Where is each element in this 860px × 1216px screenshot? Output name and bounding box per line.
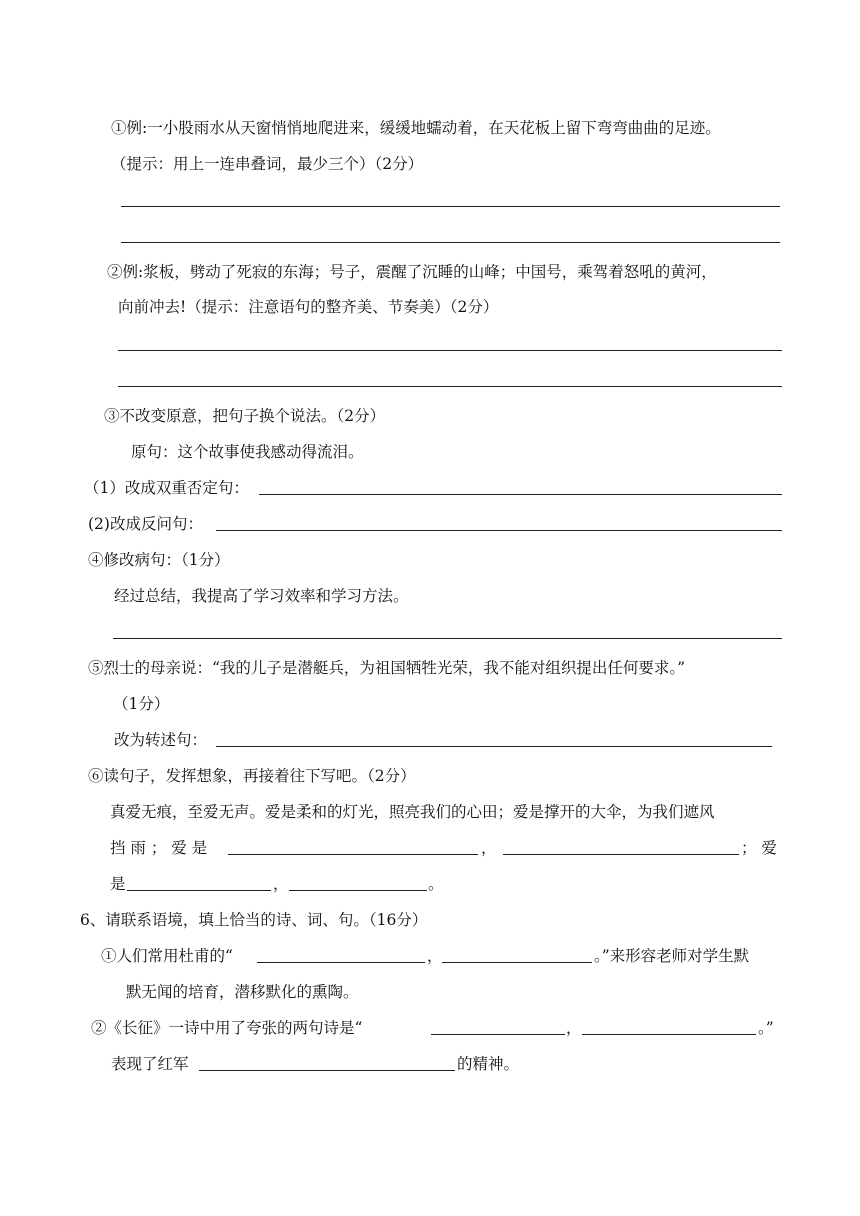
- q6-title: ⑥读句子，发挥想象，再接着往下写吧。（2分）: [88, 767, 416, 785]
- section6-item2-cont-end: 的精神。: [457, 1055, 520, 1073]
- poem-blank-4[interactable]: [582, 1034, 756, 1035]
- q1-example: ①例:一小股雨水从天窗悄悄地爬进来，缓缓地蠕动着，在天花板上留下弯弯曲曲的足迹。: [111, 119, 721, 137]
- answer-line[interactable]: [118, 350, 782, 351]
- q3-part2-label: (2)改成反问句：: [88, 515, 203, 533]
- answer-line[interactable]: [121, 242, 780, 243]
- q2-example: ②例:浆板，劈动了死寂的东海；号子，震醒了沉睡的山峰；中国号，乘驾着怒吼的黄河，: [107, 263, 717, 281]
- q6-line3-start: 是: [110, 875, 126, 893]
- q5-score: （1分）: [113, 695, 170, 713]
- answer-line[interactable]: [121, 206, 780, 207]
- poem-blank-3[interactable]: [431, 1034, 565, 1035]
- section6-item1-comma: ，: [427, 947, 443, 965]
- section6-item2-cont-start: 表现了红军: [111, 1055, 189, 1073]
- q1-hint: （提示：用上一连串叠词，最少三个）（2分）: [111, 155, 424, 173]
- q5-label: 改为转述句：: [114, 731, 208, 749]
- answer-line[interactable]: [118, 386, 782, 387]
- q3-part1-label: （1）改成双重否定句：: [84, 479, 249, 497]
- rhetorical-question-answer-line[interactable]: [216, 530, 782, 531]
- section6-item1-start: ①人们常用杜甫的“: [101, 947, 233, 965]
- q6-line2-start: 挡 雨 ； 爱 是: [110, 839, 208, 857]
- poem-blank-2[interactable]: [442, 962, 592, 963]
- answer-line[interactable]: [113, 638, 782, 639]
- double-negative-answer-line[interactable]: [259, 494, 782, 495]
- q6-semicolon-ai: ； 爱: [741, 839, 777, 857]
- q6-line1: 真爱无痕，至爱无声。爱是柔和的灯光，照亮我们的心田；爱是撑开的大伞，为我们遮风: [110, 803, 715, 821]
- indirect-speech-answer-line[interactable]: [216, 746, 772, 747]
- q6-comma: ，: [481, 839, 497, 857]
- love-is-blank-2[interactable]: [503, 854, 739, 855]
- q6-period: 。: [428, 875, 444, 893]
- q6-comma-2: ，: [273, 875, 289, 893]
- q4-title: ④修改病句：（1分）: [88, 551, 230, 569]
- poem-blank-1[interactable]: [257, 962, 425, 963]
- q4-sentence: 经过总结，我提高了学习效率和学习方法。: [114, 587, 409, 605]
- q2-example-cont: 向前冲去!（提示：注意语句的整齐美、节奏美）（2分）: [118, 298, 499, 316]
- love-is-blank-1[interactable]: [228, 854, 478, 855]
- q3-original: 原句：这个故事使我感动得流泪。: [131, 443, 364, 461]
- q5-sentence: ⑤烈士的母亲说：“我的儿子是潜艇兵，为祖国牺牲光荣，我不能对组织提出任何要求。”: [88, 659, 686, 677]
- section6-item2-start: ②《长征》一诗中用了夸张的两句诗是“: [91, 1019, 363, 1037]
- love-is-blank-3[interactable]: [127, 890, 271, 891]
- section6-title: 6、请联系语境，填上恰当的诗、词、句。（16分）: [80, 911, 428, 929]
- section6-item1-cont: 默无闻的培育，潜移默化的熏陶。: [126, 983, 359, 1001]
- spirit-blank[interactable]: [199, 1070, 455, 1071]
- section6-item2-comma: ，: [566, 1019, 582, 1037]
- section6-item1-mid: 。”来形容老师对学生默: [594, 947, 750, 965]
- q3-title: ③不改变原意，把句子换个说法。（2分）: [104, 407, 386, 425]
- love-is-blank-4[interactable]: [289, 890, 427, 891]
- section6-item2-end: 。”: [758, 1019, 774, 1037]
